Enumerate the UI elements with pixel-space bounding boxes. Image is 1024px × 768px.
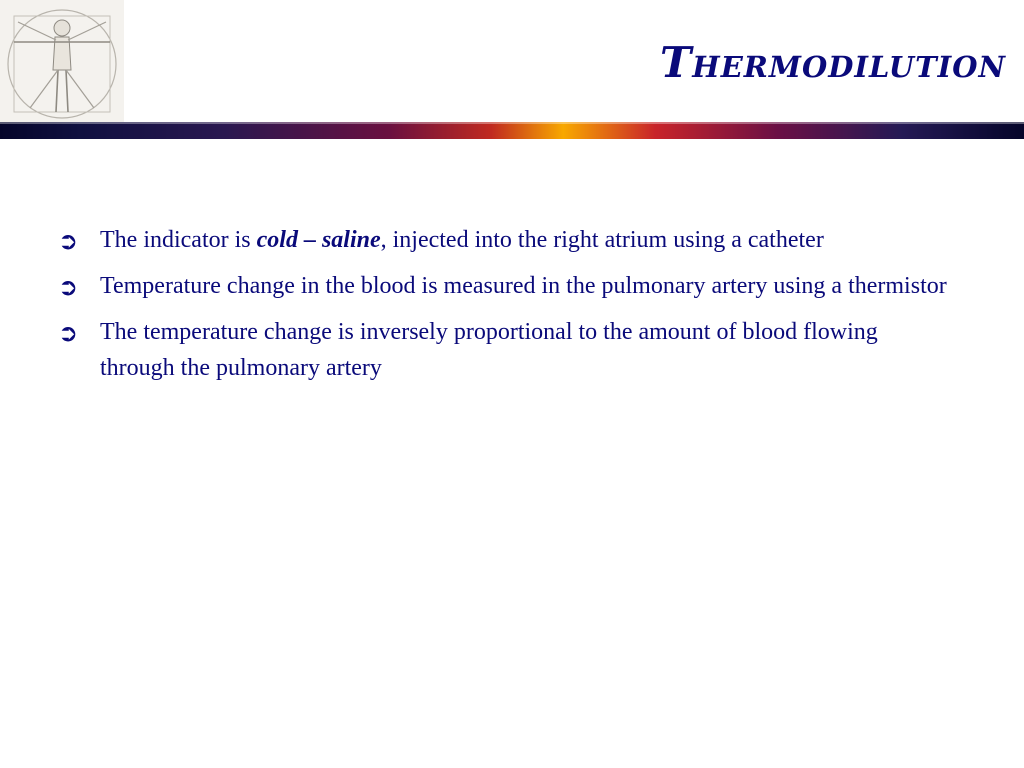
list-item [58, 314, 958, 386]
bullet-text-lead: The indicator is [100, 227, 257, 253]
list-item [58, 222, 958, 258]
bullet-text: The temperature change is inversely proportional to the amount of blood flowing through the pulmonary artery [100, 319, 878, 381]
bullet-list [58, 222, 958, 396]
arrow-bullet-icon: ➲ [58, 273, 79, 301]
bullet-text [100, 227, 824, 253]
arrow-bullet-icon: ➲ [58, 227, 79, 255]
vitruvian-man-icon [0, 0, 124, 124]
bullet-text-tail: , injected into the right atrium using a catheter [380, 227, 824, 253]
slide-title: Thermodilution [660, 38, 1006, 87]
bullet-text: Temperature change in the blood is measured in the pulmonary artery using a thermistor [100, 273, 947, 299]
emphasis-text: cold – saline [256, 227, 381, 253]
arrow-bullet-icon: ➲ [58, 319, 79, 347]
list-item [58, 268, 958, 304]
header-gradient-bar [0, 122, 1024, 139]
